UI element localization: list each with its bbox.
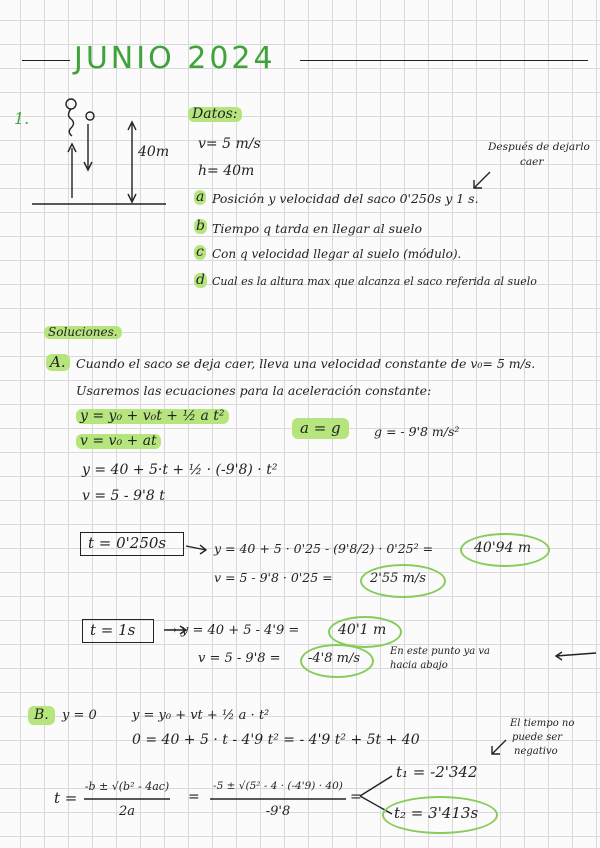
substituted-position: y = 40 + 5·t + ½ · (-9'8) · t² — [82, 462, 278, 478]
arrow-note-t2 — [556, 652, 596, 660]
t1-v-calc: v = 5 - 9'8 · 0'25 = — [214, 570, 333, 585]
equation-velocity: v = v₀ + at — [76, 434, 161, 449]
soluciones-heading: Soluciones. — [44, 326, 122, 339]
person-head — [66, 99, 76, 109]
substituted-numerator: -5 ± √(5² - 4 · (-4'9) · 40) — [213, 780, 343, 792]
equals-sign-2: = — [350, 789, 362, 805]
formula-numerator: -b ± √(b² - 4ac) — [84, 780, 170, 793]
datos-v: v= 5 m/s — [198, 136, 261, 152]
t1-y-result: 40'94 m — [474, 540, 532, 556]
datos-item-c-text: Con q velocidad llegar al suelo (módulo). — [212, 247, 462, 261]
datos-note-line-2: caer — [520, 156, 544, 168]
section-b-y0: y = 0 — [62, 708, 97, 723]
section-a-intro-2: Usaremos las ecuaciones para la aceleración constante: — [76, 383, 432, 398]
t1-v-result: 2'55 m/s — [370, 571, 426, 586]
t2-y-result: 40'1 m — [338, 622, 387, 638]
height-label: 40m — [138, 144, 170, 160]
section-b-eq2: 0 = 40 + 5 · t - 4'9 t² = - 4'9 t² + 5t + 40 — [132, 732, 420, 748]
datos-item-a-text: Posición y velocidad del saco 0'250s y 1 s. — [212, 191, 479, 206]
t2-v-result: -4'8 m/s — [308, 651, 361, 666]
formula-denominator: 2a — [118, 804, 136, 819]
formula-t-label: t = — [54, 789, 78, 807]
datos-h: h= 40m — [198, 163, 255, 179]
problem-number: 1. — [14, 109, 30, 128]
section-b-label: B. — [28, 706, 55, 725]
datos-item-d-text: Cual es la altura max que alcanza el saco referida al suelo — [212, 275, 537, 288]
arrow-note-b — [492, 740, 506, 754]
root-t2: t₂ = 3'413s — [394, 804, 479, 822]
datos-heading: Datos: — [188, 107, 242, 122]
section-b-eq1: y = y₀ + vt + ½ a · t² — [132, 708, 270, 723]
t2-v-calc: v = 5 - 9'8 = — [198, 651, 281, 666]
g-value: g = - 9'8 m/s² — [374, 424, 460, 439]
t2-note-line-2: hacia abajo — [390, 660, 448, 671]
datos-item-a-letter: a — [196, 189, 205, 205]
substituted-velocity: v = 5 - 9'8 t — [82, 488, 165, 504]
t2-y-calc: → y = 40 + 5 - 4'9 = — [166, 623, 300, 638]
datos-item-c-letter: c — [196, 244, 204, 260]
datos-item-d-letter: d — [196, 272, 205, 288]
person-body — [69, 109, 74, 136]
section-b-note-2: puede ser — [512, 732, 563, 743]
root-t1: t₁ = -2'342 — [396, 763, 478, 781]
section-a-intro-1: Cuando el saco se deja caer, lleva una velocidad constante de v₀= 5 m/s. — [76, 356, 536, 371]
t2-note-line-1: En este punto ya va — [390, 646, 490, 657]
datos-item-b-text: Tiempo q tarda en llegar al suelo — [212, 221, 422, 236]
substituted-denominator: -9'8 — [265, 804, 291, 819]
t1-label: t = 0'250s — [88, 534, 167, 552]
a-equals-g: a = g — [292, 418, 349, 439]
equals-sign-1: = — [188, 789, 200, 805]
equation-position: y = y₀ + v₀t + ½ a t² — [76, 409, 229, 424]
sack-circle — [86, 112, 94, 120]
datos-item-b-letter: b — [196, 218, 205, 234]
datos-note-line-1: Después de dejarlo — [488, 141, 590, 153]
section-b-note-1: El tiempo no — [510, 718, 575, 729]
page-title: JUNIO 2024 — [74, 41, 276, 76]
t2-label: t = 1s — [90, 621, 136, 639]
t1-y-calc: y = 40 + 5 · 0'25 - (9'8/2) · 0'25² = — [214, 541, 434, 556]
note-arrow — [474, 172, 490, 188]
section-a-label: A. — [46, 354, 70, 371]
arrow-t1 — [186, 545, 206, 554]
section-b-note-3: negativo — [514, 746, 558, 757]
